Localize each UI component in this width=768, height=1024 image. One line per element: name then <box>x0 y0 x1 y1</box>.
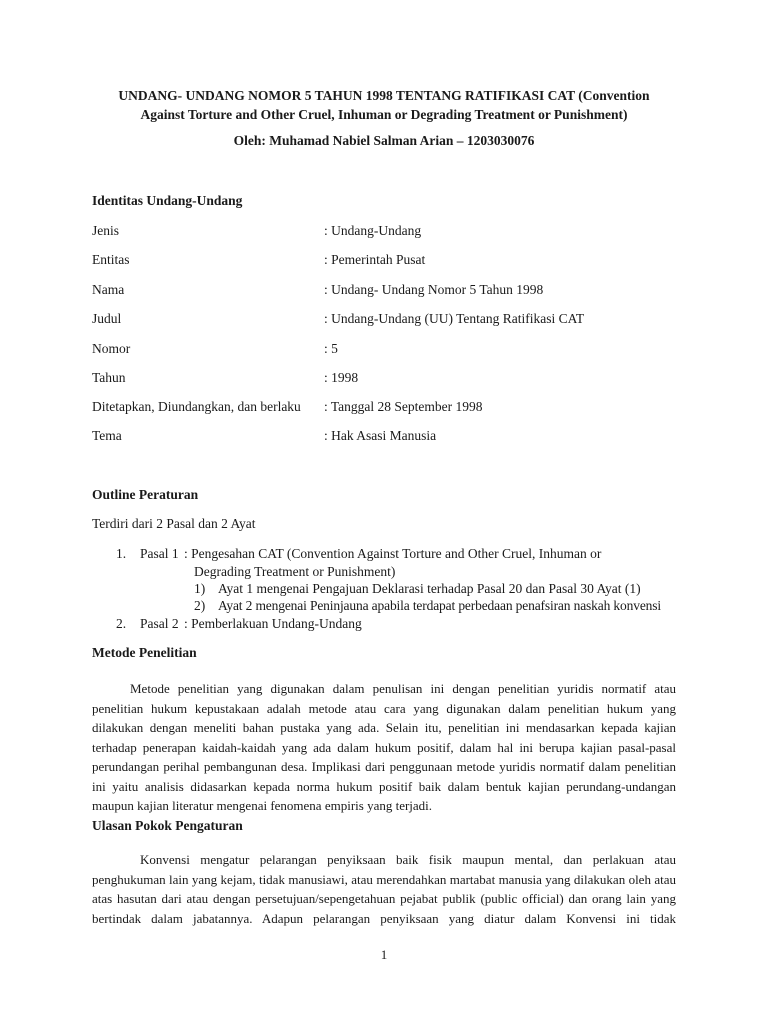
list-number: 2. <box>116 616 127 631</box>
pasal-label: Pasal 2 <box>140 616 179 631</box>
ayat-text: Ayat 2 mengenai Peninjauna apabila terdapat perbedaan penafsiran naskah konvensi <box>218 598 661 613</box>
outline-intro: Terdiri dari 2 Pasal dan 2 Ayat <box>92 516 256 531</box>
ayat-number: 1) <box>194 581 206 596</box>
identity-label: Entitas <box>92 252 130 267</box>
identity-label: Judul <box>92 311 122 326</box>
identity-label: Nama <box>92 282 125 297</box>
review-paragraph: Konvensi mengatur pelarangan penyiksaan baik fisik maupun mental, dan perlakuan atau penghukuman lain yang kejam, tidak manusiawi, atau merendahkan martabat manusia yang dilakukan oleh atau atas hasutan dari atau dengan persetujuan/sepengetahuan pejabat publik (public official) dan orang lain yang bertindak dalam jabatannya. Adapun pelarangan penyiksaan yang diatur dalam Konvensi ini tidak <box>92 852 676 926</box>
pasal-text-continued: Degrading Treatment or Punishment) <box>194 564 396 579</box>
pasal-text: : Pemberlakuan Undang-Undang <box>184 616 362 631</box>
identity-heading: Identitas Undang-Undang <box>92 193 243 208</box>
review-heading: Ulasan Pokok Pengaturan <box>92 818 243 833</box>
outline-heading: Outline Peraturan <box>92 487 199 502</box>
method-heading: Metode Penelitian <box>92 645 197 660</box>
identity-label: Tahun <box>92 370 126 385</box>
title-line-1: UNDANG- UNDANG NOMOR 5 TAHUN 1998 TENTANG RATIFIKASI CAT (Convention <box>118 88 650 103</box>
pasal-label: Pasal 1 <box>140 546 179 561</box>
identity-value: : 1998 <box>324 370 359 385</box>
identity-value: : Pemerintah Pusat <box>324 252 426 267</box>
identity-label: Jenis <box>92 223 119 238</box>
identity-value: : Undang-Undang <box>324 223 422 238</box>
identity-label: Tema <box>92 428 122 443</box>
title-line-2: Against Torture and Other Cruel, Inhuman or Degrading Treatment or Punishment) <box>140 107 628 122</box>
identity-value: : 5 <box>324 341 338 356</box>
ayat-text: Ayat 1 mengenai Pengajuan Deklarasi terhadap Pasal 20 dan Pasal 30 Ayat (1) <box>218 581 641 596</box>
author-line: Oleh: Muhamad Nabiel Salman Arian – 1203030076 <box>233 133 535 148</box>
ayat-number: 2) <box>194 598 206 613</box>
document-title <box>60 86 708 124</box>
page-number: 1 <box>380 947 388 962</box>
identity-value: : Undang- Undang Nomor 5 Tahun 1998 <box>324 282 544 297</box>
pasal-text: : Pengesahan CAT (Convention Against Torture and Other Cruel, Inhuman or <box>184 546 602 561</box>
method-paragraph: Metode penelitian yang digunakan dalam penulisan ini dengan penelitian yuridis normatif atau penelitian hukum kepustakaan adalah metode atau cara yang digunakan dalam penelitian hukum yang dilakukan dengan meneliti bahan pustaka yang ada. Selain itu, penelitian ini mendasarkan kepada kajian terhadap penerapan kaidah-kaidah yang ada dalam hukum positif, dalam hal ini berupa kajian pasal-pasal perundangan perihal pembangunan desa. Implikasi dari penggunaan metode yuridis normatif dalam penelitian ini yaitu analisis didasarkan kepada norma hukum positif baik dalam bentuk kajian perundang-undangan maupun kajian literatur mengenai fenomena empiris yang terjadi. <box>92 681 676 813</box>
list-number: 1. <box>116 546 127 561</box>
identity-value: : Tanggal 28 September 1998 <box>324 399 483 414</box>
identity-value: : Hak Asasi Manusia <box>324 428 437 443</box>
identity-label: Nomor <box>92 341 131 356</box>
identity-label: Ditetapkan, Diundangkan, dan berlaku <box>92 399 301 414</box>
identity-value: : Undang-Undang (UU) Tentang Ratifikasi CAT <box>324 311 585 326</box>
